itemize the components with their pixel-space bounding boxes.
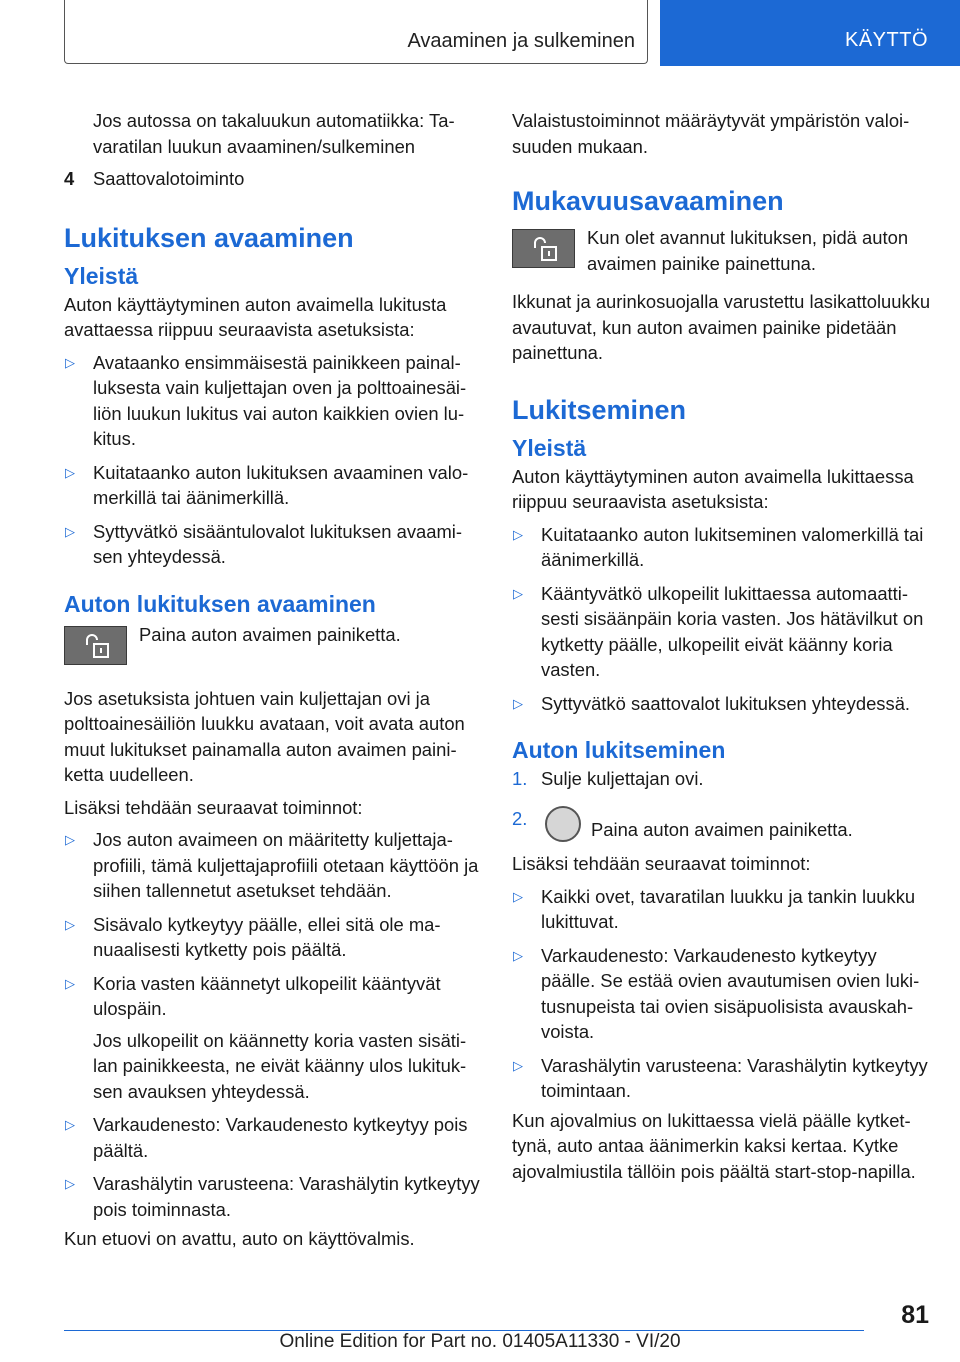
list-item-text: Varkaudenesto: Varkaudenesto kytkeytyy päälle. Se estää ovien avautumisen ovien lukitusnupeista tai ovien sisäpuolisista avauskahvoista. [541,944,920,1042]
unlock-key-button-icon [64,626,127,665]
heading-unlocking: Lukituksen avaaminen [64,222,354,253]
unlock-instruction [64,622,480,676]
list-item [512,884,932,935]
list-item-number: 4 [64,168,75,189]
list-item [512,522,932,573]
list-item-text: Varkaudenesto: Varkaudenesto kytkeytyy pois päältä. [93,1114,468,1161]
bullet-list [512,522,932,717]
triangle-bullet-icon: ▷ [65,354,75,370]
triangle-bullet-icon: ▷ [513,526,523,542]
list-item [64,1112,480,1163]
triangle-bullet-icon: ▷ [65,464,75,480]
header-chapter-title: KÄYTTÖ [844,29,928,51]
heading-general: Yleistä [512,434,587,461]
list-item [512,691,932,717]
list-item [64,1171,480,1222]
list-item [512,1053,932,1104]
triangle-bullet-icon: ▷ [513,585,523,601]
list-item-text: Varashälytin varusteena: Varashälytin kytkeytyy toimintaan. [541,1054,928,1101]
step-number: 2. [512,807,528,829]
list-item [64,912,480,963]
heading-car-locking: Auton lukitseminen [512,737,726,763]
heading-locking: Lukitseminen [512,394,687,425]
paragraph: Auton käyttäytyminen auton avaimella lukittaessa riippuu seuraavista asetuksista: [512,465,914,512]
unlock-key-button-icon [512,229,575,268]
list-item-continuation: Jos autossa on takaluukun automatiikka: Tavaratilan luukun avaaminen/sulkeminen [93,110,455,157]
list-item-text: Jos auton avaimeen on määritetty kuljettajaprofiili, tämä kuljettajaprofiili otetaan käyttöön ja siihen tallennetut asetukset tehdään. [93,829,479,901]
list-item-4 [64,166,480,192]
numbered-list [512,766,932,842]
step-text: Paina auton avaimen painiketta. [591,818,853,840]
paragraph: Lisäksi tehdään seuraavat toiminnot: [64,796,363,818]
triangle-bullet-icon: ▷ [65,916,75,932]
comfort-instruction-text: Kun olet avannut lukituksen, pidä auton avaimen painike painettuna. [587,227,909,274]
triangle-bullet-icon: ▷ [513,947,523,963]
bullet-list [64,1112,480,1222]
list-item-text: Kaikki ovet, tavaratilan luukku ja tankin luukku lukittuvat. [541,885,916,932]
list-item-text: Saattovalotoiminto [93,168,245,189]
list-item-text: Kääntyvätkö ulkopeilit lukittaessa automaattisesti sisäänpäin koria vasten. Jos hätävilkut on kytketty päälle, ulkopeilit eivät käänny koria vasten. [541,582,924,680]
heading-comfort-opening: Mukavuusavaaminen [512,186,784,216]
triangle-bullet-icon: ▷ [65,975,75,991]
header-chapter-tab [660,0,960,66]
bullet-list [64,827,480,1022]
list-item [64,519,480,570]
list-item-text: Sisävalo kytkeytyy päälle, ellei sitä ole manuaalisesti kytketty pois päältä. [93,913,441,960]
paragraph: Kun etuovi on avattu, auto on käyttövalmis. [64,1228,415,1249]
triangle-bullet-icon: ▷ [65,1176,75,1191]
heading-general: Yleistä [64,262,139,289]
paragraph: Jos asetuksista johtuen vain kuljettajan ovi ja polttoainesäiliön luukku avataan, voit avata auton muut lukitukset painamalla auton avaimen painiketta uudelleen. [64,687,465,785]
paragraph: Ikkunat ja aurinkosuojalla varustettu lasikattoluukku avautuvat, kun auton avaimen painike pidetään painettuna. [512,291,931,363]
step-text: Sulje kuljettajan ovi. [541,768,704,789]
triangle-bullet-icon: ▷ [65,832,75,847]
list-item-text: Kuitataanko auton lukitseminen valomerkillä tai äänimerkillä. [541,523,924,570]
bullet-list [512,884,932,1104]
right-column [512,108,932,1191]
header-section-title: Avaaminen ja sulkeminen [407,30,635,52]
list-item [512,943,932,1045]
list-item [64,460,480,511]
list-item [64,350,480,452]
bullet-list [64,350,480,570]
list-item [64,971,480,1022]
list-item-text: Syttyvätkö saattovalot lukituksen yhteydessä. [541,692,911,714]
paragraph: Valaistustoiminnot määräytyvät ympäristön valoisuuden mukaan. [512,110,910,157]
page-number: 81 [901,1301,929,1329]
heading-car-unlocking: Auton lukituksen avaaminen [64,590,376,617]
step-number: 1. [512,768,528,789]
list-item [512,581,932,683]
list-item [512,806,932,843]
paragraph: Auton käyttäytyminen auton avaimella lukitusta avattaessa riippuu seuraavista asetuksista: [64,293,447,340]
list-item [64,827,480,904]
left-column [64,108,480,1259]
triangle-bullet-icon: ▷ [513,888,523,904]
bmw-logo-icon [545,806,581,842]
list-item-text: Syttyvätkö sisääntulovalot lukituksen avaamisen yhteydessä. [93,520,463,567]
triangle-bullet-icon: ▷ [65,1117,75,1132]
triangle-bullet-icon: ▷ [513,695,523,711]
list-item-text: Varashälytin varusteena: Varashälytin kytkeytyy pois toiminnasta. [93,1173,480,1220]
unlock-instruction-text: Paina auton avaimen painiketta. [139,623,401,645]
bullet-note: Jos ulkopeilit on käännetty koria vasten sisätilan painikkeesta, ne eivät käänny ulos lukituksen avauksen yhteydessä. [93,1029,467,1102]
comfort-instruction [512,225,932,279]
list-item-text: Avataanko ensimmäisestä painikkeen painalluksesta vain kuljettajan oven ja polttoainesäiliön luukun lukitus vai auton kaikkien ovien lukitus. [93,351,467,449]
list-item-text: Koria vasten käännetyt ulkopeilit kääntyvät ulospäin. [93,972,441,1019]
header-section-tab [64,0,648,64]
paragraph: Kun ajovalmius on lukittaessa vielä päälle kytkettynä, auto antaa äänimerkin kaksi kertaa. Kytke ajovalmiustila tällöin pois päältä start-stop-napilla. [512,1109,916,1182]
triangle-bullet-icon: ▷ [65,523,75,539]
footer-text: Online Edition for Part no. 01405A11330 - VI/20 [279,1331,681,1352]
list-item-text: Kuitataanko auton lukituksen avaaminen valomerkillä tai äänimerkillä. [93,461,469,508]
list-item [512,766,932,792]
triangle-bullet-icon: ▷ [513,1057,523,1073]
paragraph: Lisäksi tehdään seuraavat toiminnot: [512,853,811,874]
